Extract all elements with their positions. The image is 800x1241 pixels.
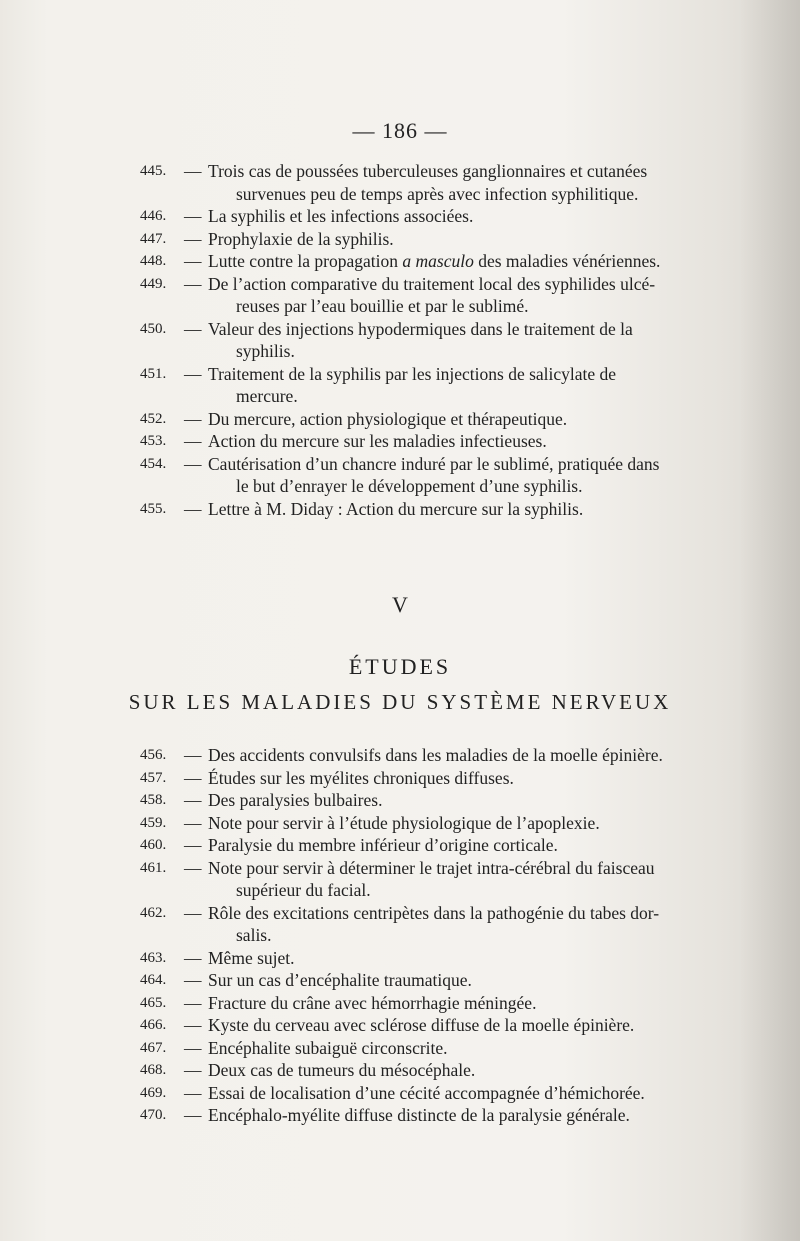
entry-text: Action du mercure sur les maladies infectieuses. [208,431,547,451]
entry-dash: — [184,790,202,810]
entry-dash: — [184,1060,202,1080]
entry-number: 465. [140,994,167,1011]
page-number: — 186 — [352,118,448,143]
entry-text: Essai de localisation d’une cécité accompagnée d’hémichorée. [208,1082,645,1103]
entry-dash: — [184,992,202,1013]
entry-text: De l’action comparative du traitement local des syphilides ulcé- [208,273,656,294]
entry-number: 452. [140,410,167,427]
list-item [140,902,740,947]
list-item [140,1037,740,1060]
list-item [140,205,740,228]
list-item [140,160,740,205]
entry-text: Rôle des excitations centripètes dans la pathogénie du tabes dor- [208,902,660,923]
entry-text: Du mercure, action physiologique et thérapeutique. [208,408,568,429]
entry-text-continued: supérieur du facial. [236,880,371,900]
entry-number: 451. [140,365,167,382]
entry-number: 468. [140,1062,167,1078]
page-edge-shadow [740,0,800,1241]
entry-number: 447. [140,230,167,247]
entry-number: 466. [140,1017,167,1033]
entry-text: Note pour servir à l’étude physiologique de l’apoplexie. [208,812,600,833]
entry-dash: — [184,453,202,474]
entry-number: 470. [140,1107,167,1123]
list-item [140,947,740,970]
entry-number: 454. [140,455,167,472]
list-item [140,318,740,363]
entry-dash: — [184,273,202,294]
entry-dash: — [184,431,202,451]
entry-dash: — [184,1082,202,1103]
section-subtitle: SUR LES MALADIES DU SYSTÈME NERVEUX [128,690,672,714]
entry-number: 458. [140,792,167,808]
entry-text: Encéphalite subaiguë circonscrite. [208,1037,448,1058]
entry-number: 457. [140,769,167,786]
entry-dash: — [184,947,202,968]
entry-dash: — [184,857,202,878]
entry-dash: — [184,498,202,519]
entry-text: Lettre à M. Diday : Action du mercure sur la syphilis. [208,498,584,519]
entry-text-continued: salis. [236,925,272,945]
entry-text: Études sur les myélites chroniques diffuses. [208,767,514,788]
list-item [140,228,740,251]
entry-text: Paralysie du membre inférieur d’origine corticale. [208,835,558,855]
entry-number: 463. [140,949,167,966]
section-number: V [392,592,408,617]
list-item [140,498,740,521]
list-item [140,1082,740,1105]
entry-dash: — [184,206,202,226]
entry-dash: — [184,835,202,855]
entry-number: 450. [140,320,167,337]
entry-text: Encéphalo-myélite diffuse distincte de la paralysie générale. [208,1105,630,1125]
list-item [140,1059,740,1082]
entry-text: Des paralysies bulbaires. [208,790,383,810]
list-item [140,834,740,857]
entry-text: La syphilis et les infections associées. [208,206,474,226]
entry-text: Traitement de la syphilis par les injections de salicylate de [208,363,617,384]
entry-dash: — [184,1015,202,1035]
list-item [140,767,740,790]
entry-list-nervous-system [140,744,740,1127]
entry-dash: — [184,161,202,181]
list-item [140,812,740,835]
entry-text: Kyste du cerveau avec sclérose diffuse de la moelle épinière. [208,1015,635,1035]
entry-list-syphilis [140,160,740,520]
entry-text-continued: mercure. [236,386,298,406]
entry-text: Des accidents convulsifs dans les maladies de la moelle épinière. [208,745,663,765]
section-title: ÉTUDES [348,654,452,679]
entry-text: Deux cas de tumeurs du mésocéphale. [208,1060,476,1080]
entry-text-part: des maladies vénériennes. [473,251,661,271]
entry-text-continued: le but d’enrayer le développement d’une syphilis. [236,476,583,496]
entry-text-continued: syphilis. [236,341,295,361]
entry-number: 469. [140,1084,167,1101]
entry-dash: — [184,902,202,923]
entry-dash: — [184,812,202,833]
entry-dash: — [184,363,202,384]
list-item [140,744,740,767]
entry-text: Trois cas de poussées tuberculeuses ganglionnaires et cutanées [208,161,648,181]
entry-number: 460. [140,837,167,853]
entry-text: Note pour servir à déterminer le trajet intra-cérébral du faisceau [208,857,655,878]
entry-number: 462. [140,904,167,921]
entry-number: 464. [140,972,167,988]
entry-dash: — [184,251,202,271]
entry-dash: — [184,318,202,339]
entry-number: 455. [140,500,167,517]
entry-text-continued: reuses par l’eau bouillie et par le sublimé. [236,296,529,316]
entry-dash: — [184,408,202,429]
entry-number: 456. [140,747,167,763]
entry-text: Valeur des injections hypodermiques dans le traitement de la [208,318,633,339]
entry-number: 446. [140,208,167,224]
list-item [140,789,740,812]
entry-dash: — [184,767,202,788]
list-item [140,1014,740,1037]
entry-number: 453. [140,433,167,449]
list-item [140,273,740,318]
entry-dash: — [184,970,202,990]
entry-number: 461. [140,859,167,876]
entry-text: Prophylaxie de la syphilis. [208,228,394,249]
entry-dash: — [184,1105,202,1125]
entry-text: Sur un cas d’encéphalite traumatique. [208,970,472,990]
entry-dash: — [184,228,202,249]
entry-number: 449. [140,275,167,292]
list-item [140,992,740,1015]
list-item [140,453,740,498]
entry-text: Cautérisation d’un chancre induré par le sublimé, pratiquée dans [208,453,660,474]
entry-number: 448. [140,253,167,269]
list-item [140,250,740,273]
entry-text-part: Lutte contre la propagation [208,251,403,271]
entry-text-continued: survenues peu de temps après avec infection syphilitique. [236,183,639,204]
entry-number: 445. [140,163,167,179]
entry-dash: — [184,1037,202,1058]
list-item [140,430,740,453]
entry-text [140,250,740,273]
list-item [140,1104,740,1127]
entry-text: Même sujet. [208,947,295,968]
list-item [140,857,740,902]
entry-text: Fracture du crâne avec hémorrhagie méningée. [208,992,537,1013]
entry-text-italic: a masculo [402,251,474,271]
entry-dash: — [184,745,202,765]
list-item [140,363,740,408]
entry-number: 467. [140,1039,167,1056]
entry-number: 459. [140,814,167,831]
list-item [140,408,740,431]
list-item [140,969,740,992]
